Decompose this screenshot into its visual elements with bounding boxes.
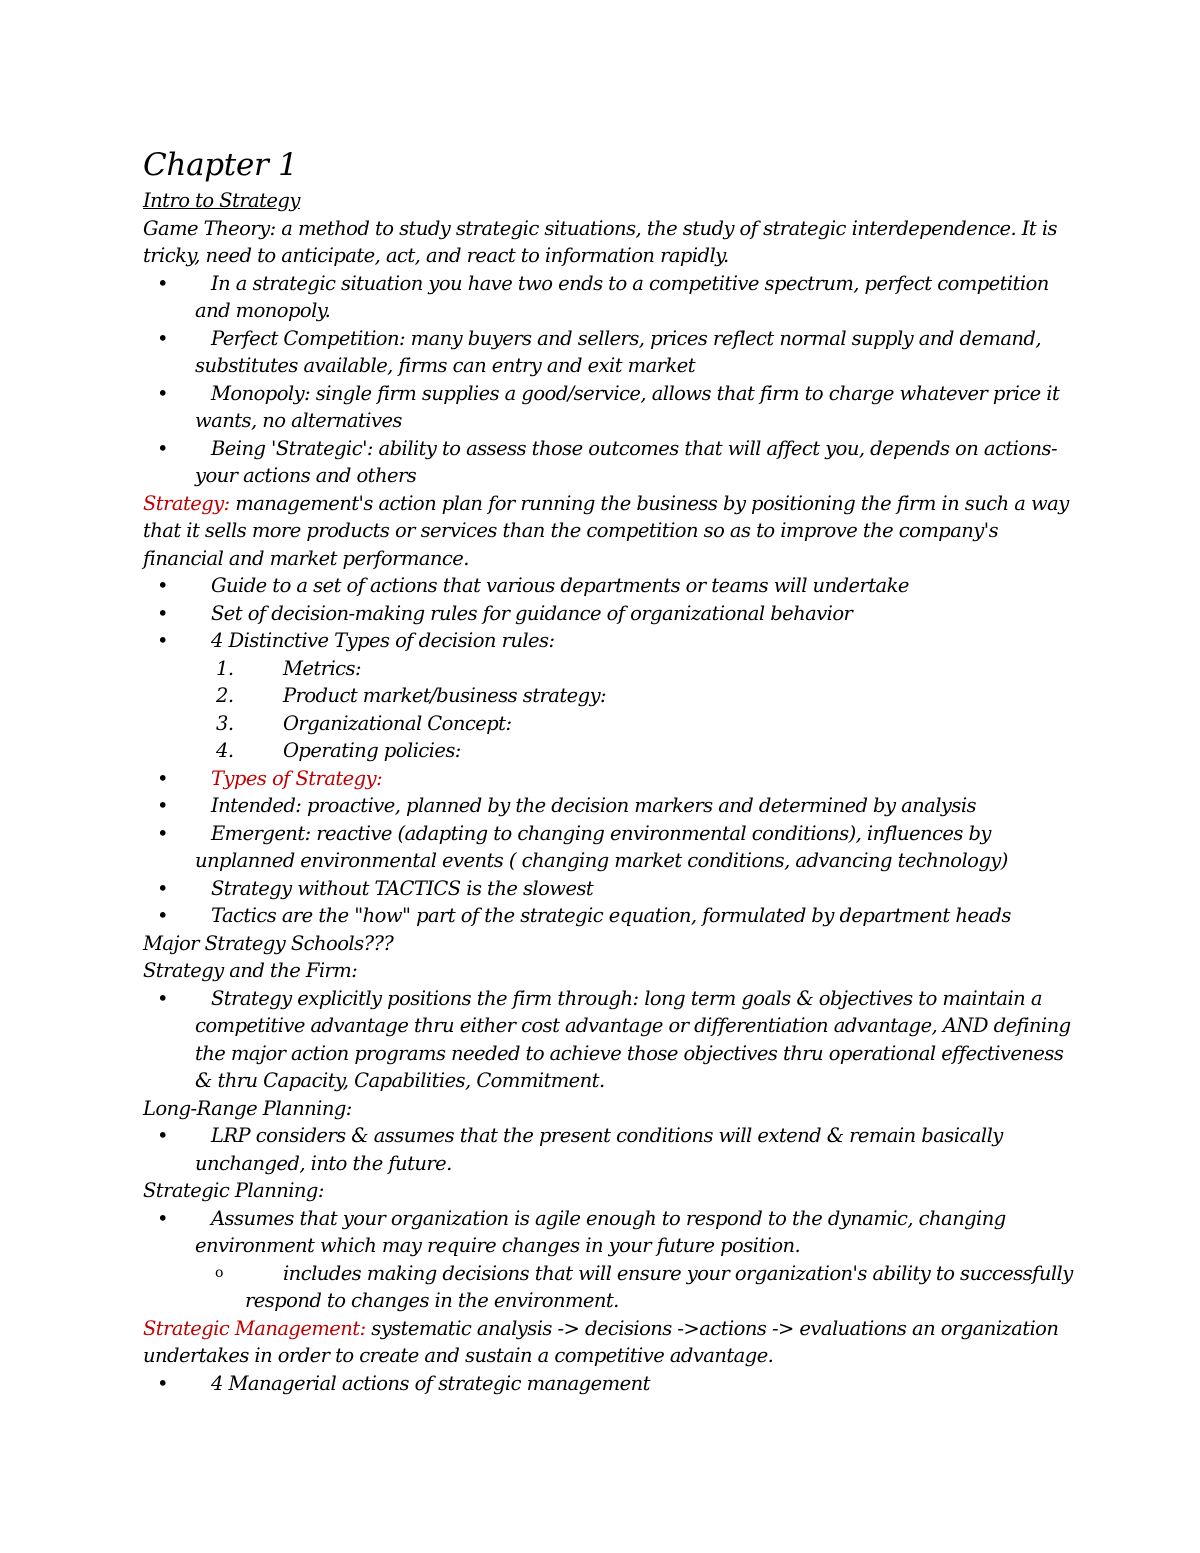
game-theory-paragraph: Game Theory: a method to study strategic situations, the study of strategic interdependence. It is tricky, need to anticipate, act, and react to information rapidly.	[143, 216, 1057, 267]
list-item: • Tactics are the "how" part of the strategic equation, formulated by department heads	[143, 902, 1073, 930]
numbered-item: 4. Operating policies:	[216, 739, 461, 762]
list-item: • Guide to a set of actions that various departments or teams will undertake	[143, 572, 1073, 600]
list-item	[143, 765, 1073, 793]
document-page	[143, 143, 1073, 1397]
bullet-icon: •	[157, 766, 168, 790]
long-range-planning-heading: Long-Range Planning:	[143, 1096, 352, 1120]
list-item: • Assumes that your organization is agile enough to respond to the dynamic, changing environment which may require changes in your future position.	[157, 1206, 1006, 1257]
bullet-icon: •	[157, 436, 168, 460]
list-item: • Monopoly: single firm supplies a good/service, allows that firm to charge whatever price it wants, no alternatives	[157, 381, 1060, 432]
circle-bullet-icon: o	[215, 1264, 223, 1281]
list-item: • Perfect Competition: many buyers and sellers, prices reflect normal supply and demand, substitutes available, firms can entry and exit market	[157, 326, 1041, 377]
bullet-icon: •	[157, 1124, 168, 1147]
list-item: • Strategy explicitly positions the firm through: long term goals & objectives to maintain a competitive advantage thru either cost advantage or differentiation advantage, AND defining the major action programs needed to achieve those objectives thru operational effectiveness & thru Capacity, Capabilities, Commitment.	[157, 986, 1071, 1092]
strategic-management-definition: Strategic Management: systematic analysis -> decisions ->actions -> evaluations an organization undertakes in order to create and sustain a competitive advantage.	[143, 1316, 1059, 1367]
list-item: • Strategy without TACTICS is the slowest	[143, 875, 1073, 903]
list-item: • Emergent: reactive (adapting to changing environmental conditions), influences by unplanned environmental events ( changing market conditions, advancing technology)	[157, 821, 1008, 872]
bullet-icon: •	[157, 629, 168, 652]
major-strategy-schools: Major Strategy Schools???	[143, 931, 394, 955]
bullet-icon: •	[157, 821, 168, 845]
bullet-icon: •	[157, 326, 168, 350]
strategic-management-label: Strategic Management:	[143, 1316, 366, 1340]
types-of-strategy-label: Types of Strategy:	[211, 766, 383, 790]
bullet-icon: •	[157, 876, 168, 900]
bullet-icon: •	[157, 904, 168, 927]
bullet-icon: •	[157, 1371, 168, 1395]
list-item: • 4 Managerial actions of strategic management	[143, 1370, 1073, 1398]
list-item: • LRP considers & assumes that the present conditions will extend & remain basically unchanged, into the future.	[157, 1124, 1003, 1175]
bullet-icon: •	[157, 381, 168, 405]
list-item: • Being 'Strategic': ability to assess those outcomes that will affect you, depends on actions- your actions and others	[157, 436, 1058, 487]
bullet-icon: •	[157, 986, 168, 1010]
numbered-item: 3. Organizational Concept:	[216, 711, 512, 735]
bullet-icon: •	[157, 1206, 168, 1230]
sub-list-item: o includes making decisions that will ensure your organization's ability to successfully respond to changes in the environment.	[215, 1261, 1073, 1312]
numbered-item: 2. Product market/business strategy:	[216, 684, 607, 707]
bullet-icon: •	[157, 574, 168, 597]
list-item: • Set of decision-making rules for guidance of organizational behavior	[143, 600, 1073, 628]
numbered-item: 1. Metrics:	[216, 656, 361, 680]
subtitle: Intro to Strategy	[143, 189, 300, 212]
strategic-planning-heading: Strategic Planning:	[143, 1179, 324, 1202]
list-item: • In a strategic situation you have two ends to a competitive spectrum, perfect competition and monopoly.	[157, 271, 1049, 322]
bullet-icon: •	[157, 601, 168, 625]
list-item: • Intended: proactive, planned by the decision markers and determined by analysis	[143, 792, 1073, 820]
bullet-icon: •	[157, 271, 168, 295]
strategy-label: Strategy:	[143, 491, 230, 515]
strategy-definition: Strategy: management's action plan for running the business by positioning the firm in such a way that it sells more products or services than the competition so as to improve the company's financial and market performance.	[143, 491, 1069, 570]
bullet-icon: •	[157, 794, 168, 817]
list-item: • 4 Distinctive Types of decision rules:	[143, 627, 1073, 655]
page-title: Chapter 1	[143, 147, 298, 183]
strategy-and-firm-heading: Strategy and the Firm:	[143, 959, 358, 982]
